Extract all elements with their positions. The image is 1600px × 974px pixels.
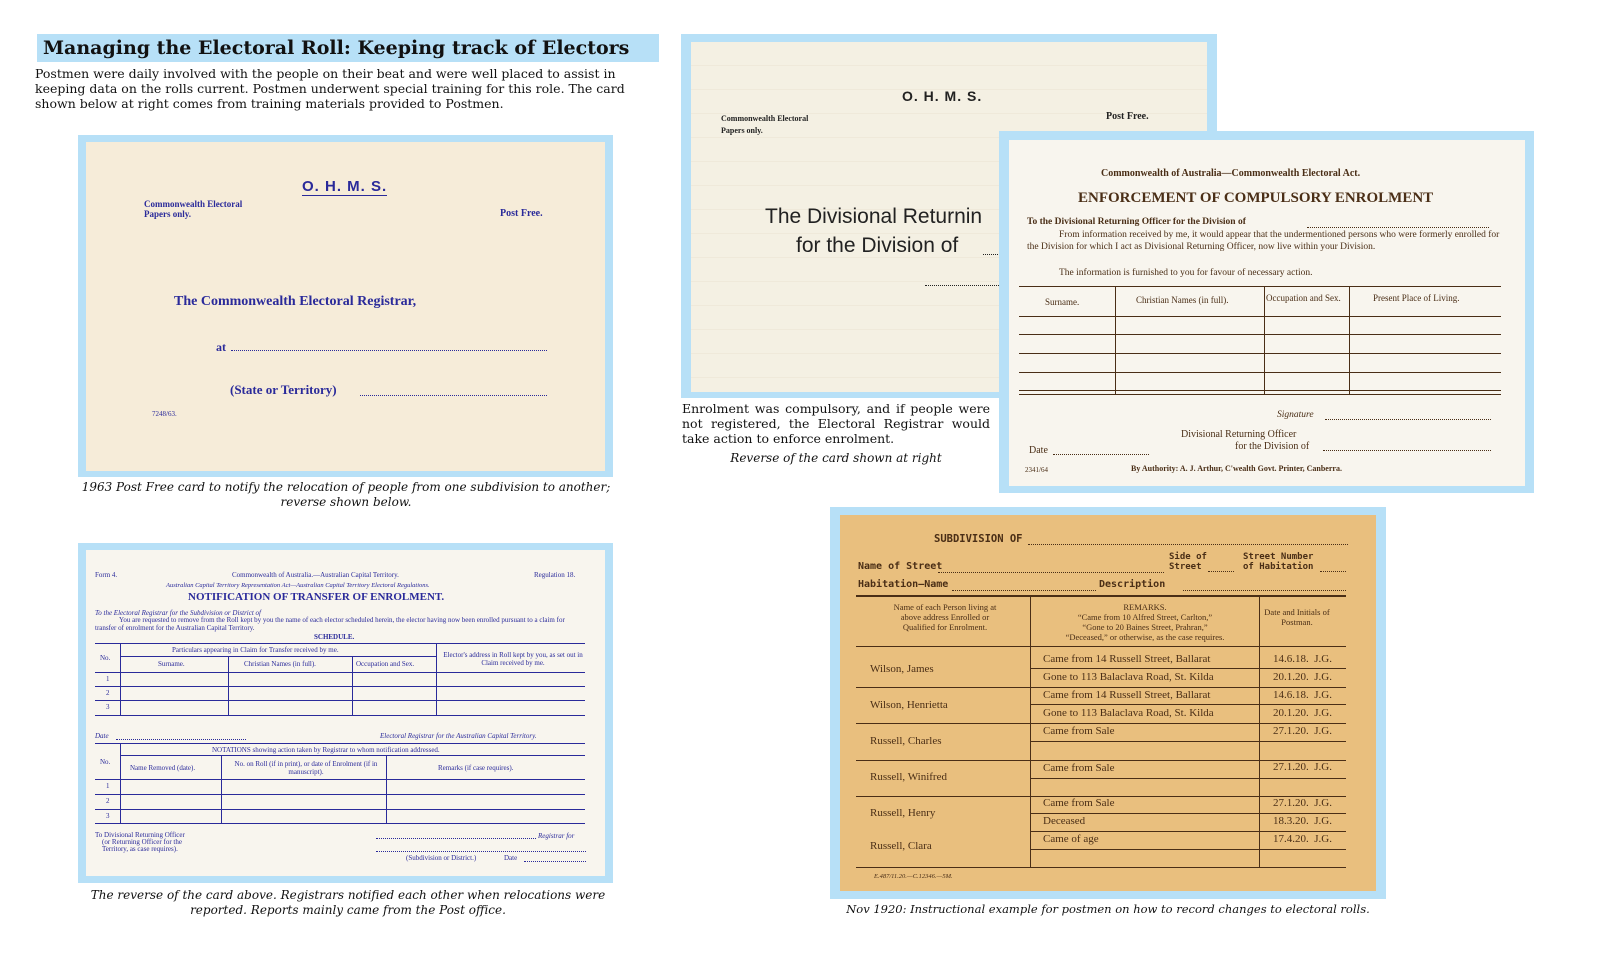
date-label: Date — [95, 732, 109, 740]
enforcement-header: Commonwealth of Australia—Commonwealth Electoral Act. — [1101, 168, 1361, 179]
row-number: 3 — [106, 703, 110, 711]
table-rule — [120, 755, 585, 756]
enforcement-card — [1009, 140, 1525, 486]
date-label-2: Date — [504, 854, 518, 862]
papers-label-2: Papers only. — [721, 126, 763, 135]
subdivision-label: (Subdivision or District.) — [406, 854, 477, 862]
table-rule — [120, 656, 436, 657]
table-rule — [1019, 353, 1501, 354]
col-surname: Surname. — [158, 660, 185, 668]
signature-label: Signature — [1277, 410, 1314, 420]
street-label: Name of Street — [858, 561, 943, 572]
authority-label: By Authority: A. J. Arthur, C'wealth Govt. Printer, Canberra. — [1131, 464, 1342, 473]
transfer-subheader: Australian Capital Territory Representation Act—Australian Capital Territory Electoral Regulations. — [166, 582, 430, 589]
division-label: for the Division of — [1235, 441, 1310, 452]
col-remarks-title: REMARKS. — [1123, 602, 1167, 612]
col-remarks-example-2: “Gone to 20 Baines Street, Prahran,” — [1082, 622, 1208, 632]
schedule-label: SCHEDULE. — [314, 633, 355, 641]
table-rule — [95, 672, 585, 673]
registrar-line: The Commonwealth Electoral Registrar, — [174, 294, 417, 309]
subdivision-title: SUBDIVISION OF — [934, 533, 1023, 545]
card-code: 7248/63. — [152, 410, 177, 418]
transfer-caption: The reverse of the card above. Registrars notified each other when relocations were reported. Reports mainly came from the Post office. — [90, 888, 606, 917]
transfer-card — [86, 550, 605, 876]
state-dotted-line — [360, 395, 547, 396]
col-surname: Surname. — [1045, 297, 1080, 307]
registrar-dotted-line-2 — [376, 851, 586, 852]
subdivision-code: E.487/11.20.—C.12346.—5M. — [874, 873, 953, 880]
date-dotted-line-2 — [524, 861, 586, 862]
table-rule — [1019, 316, 1501, 317]
subdivision-dotted-line — [1028, 544, 1348, 545]
division-dotted-line-2 — [925, 285, 1005, 286]
col-no: No. — [100, 654, 111, 662]
form-number: Form 4. — [95, 571, 118, 579]
table-rule — [95, 794, 585, 795]
table-rule — [856, 687, 1346, 688]
table-rule — [856, 646, 1346, 647]
table-rule — [1019, 390, 1501, 391]
col-date-initials: Date and Initials of Postman. — [1264, 607, 1330, 627]
enforcement-furnished: The information is furnished to you for favour of necessary action. — [1059, 268, 1313, 278]
table-rule — [856, 595, 1346, 597]
date-entry: 27.1.20. J.G. — [1273, 761, 1332, 773]
date-dotted-line — [116, 739, 246, 740]
col-remarks-example-1: “Came from 10 Alfred Street, Carlton,” — [1077, 612, 1213, 622]
date-entry: 20.1.20. J.G. — [1273, 671, 1332, 683]
description-label: Description — [1099, 579, 1166, 590]
date-label: Date — [1029, 445, 1048, 456]
street-dotted-line — [938, 572, 1164, 573]
dro-label: Divisional Returning Officer — [1181, 429, 1297, 440]
col-christian: Christian Names (in full). — [244, 660, 316, 668]
table-rule — [1030, 668, 1346, 669]
row-number: 1 — [106, 675, 110, 683]
table-rule — [1349, 286, 1350, 394]
enforcement-code: 2341/64 — [1025, 466, 1048, 474]
col-remarks-example-3: “Deceased,” or otherwise, as the case requires. — [1065, 632, 1225, 642]
notations-label: NOTATIONS showing action taken by Registrar to whom notification addressed. — [212, 746, 440, 754]
col-place: Present Place of Living. — [1373, 293, 1460, 303]
side-label: Side of — [1169, 552, 1207, 562]
returning-officer-line: The Divisional Returnin — [765, 205, 983, 228]
table-rule — [95, 823, 585, 824]
subdivision-caption: Nov 1920: Instructional example for postmen on how to record changes to electoral rolls. — [846, 902, 1370, 916]
side-dotted-line — [1208, 571, 1234, 572]
remark-entry: Gone to 113 Balaclava Road, St. Kilda — [1043, 671, 1214, 683]
col-occupation: Occupation and Sex. — [1266, 293, 1341, 303]
col-removed: Name Removed (date). — [130, 764, 196, 772]
at-dotted-line — [231, 350, 547, 351]
street-number-label: Street Number — [1243, 552, 1314, 562]
table-rule — [120, 643, 121, 715]
divisional-caption: Enrolment was compulsory, and if people were not registered, the Electoral Registrar would take action to enforce enrolment. — [682, 401, 990, 446]
table-rule — [95, 686, 585, 687]
table-rule — [221, 755, 222, 823]
col-address: Elector's address in Roll kept by you, as set out in Claim received by me. — [443, 651, 583, 667]
table-rule — [1030, 849, 1346, 850]
page-title: Managing the Electoral Roll: Keeping track of Electors — [37, 34, 659, 62]
table-rule — [1264, 286, 1265, 394]
table-rule — [1019, 394, 1501, 395]
card-1963 — [86, 142, 605, 471]
divisional-subcaption: Reverse of the card shown at right — [730, 451, 942, 465]
post-free-label: Post Free. — [500, 208, 543, 219]
row-number: 1 — [106, 782, 110, 790]
habitation-dotted-line — [952, 590, 1096, 591]
remark-entry: Came from Sale — [1043, 725, 1115, 737]
table-rule — [95, 809, 585, 810]
col-roll-no: No. on Roll (if in print), or date of Enrolment (if in manuscript). — [234, 760, 378, 776]
card-1963-caption: 1963 Post Free card to notify the relocation of people from one subdivision to another; reverse shown below. — [81, 480, 611, 509]
transfer-to-line: To the Electoral Registrar for the Subdivision or District of — [95, 609, 261, 617]
table-rule — [1030, 704, 1346, 705]
division-dotted-line — [1323, 450, 1491, 451]
registrar-for-label: Registrar for — [538, 832, 575, 840]
ohms-heading: O. H. M. S. — [902, 88, 983, 104]
enforcement-body: From information received by me, it would appear that the undermentioned persons who were formerly enrolled for the Division for which I act as Divisional Returning Officer, now live within your Division. — [1027, 230, 1500, 252]
person-name: Russell, Winifred — [870, 771, 947, 783]
table-rule — [1019, 372, 1501, 373]
street-number-label-2: of Habitation — [1243, 562, 1314, 572]
subdivision-card — [840, 515, 1376, 891]
date-entry: 14.6.18. J.G. — [1273, 689, 1332, 701]
table-rule — [95, 700, 585, 701]
table-rule — [1030, 597, 1031, 867]
remark-entry: Came from 14 Russell Street, Ballarat — [1043, 653, 1211, 665]
to-dro-label: To Divisional Returning Officer — [95, 831, 185, 839]
table-rule — [1030, 778, 1346, 779]
description-dotted-line — [1183, 590, 1346, 591]
papers-label-2: Papers only. — [144, 209, 192, 219]
registrar-act-label: Electoral Registrar for the Australian Capital Territory. — [380, 732, 537, 740]
state-label: (State or Territory) — [230, 382, 337, 397]
table-rule — [856, 723, 1346, 724]
to-dro-label-3: Territory, as case requires). — [102, 845, 178, 853]
date-entry: 27.1.20. J.G. — [1273, 797, 1332, 809]
table-rule — [1030, 741, 1346, 742]
at-label: at — [216, 340, 226, 354]
transfer-header: Commonwealth of Australia.—Australian Capital Territory. — [232, 571, 399, 579]
col-christian: Christian Names (in full). — [1136, 295, 1229, 305]
col-remarks: Remarks (if case requires). — [438, 764, 514, 772]
transfer-request: You are requested to remove from the Roll kept by you the name of each elector scheduled herein, the elector having now been enrolled pursuant to a claim for transfer of enrolment for the Australian Capital Territory. — [95, 616, 565, 632]
col-no-2: No. — [100, 758, 111, 766]
remark-entry: Deceased — [1043, 815, 1086, 827]
table-rule — [1030, 813, 1346, 814]
habitation-label: Habitation—Name — [858, 579, 949, 590]
col-persons: Name of each Person living at above address Enrolled or Qualified for Enrolment. — [893, 602, 997, 632]
table-rule — [1115, 286, 1116, 394]
papers-label: Commonwealth Electoral — [144, 199, 243, 209]
post-free-label: Post Free. — [1106, 111, 1149, 122]
signature-dotted-line — [1325, 419, 1491, 420]
date-entry: 27.1.20. J.G. — [1273, 725, 1332, 737]
side-label-2: Street — [1169, 562, 1202, 572]
date-entry: 18.3.20. J.G. — [1273, 815, 1332, 827]
table-rule — [1259, 597, 1260, 867]
enforcement-title: ENFORCEMENT OF COMPULSORY ENROLMENT — [1078, 190, 1434, 206]
col-occupation: Occupation and Sex. — [356, 660, 415, 668]
person-name: Russell, Henry — [870, 807, 936, 819]
table-rule — [95, 779, 585, 780]
table-rule — [95, 743, 585, 744]
remark-entry: Came from Sale — [1043, 797, 1115, 809]
date-dotted-line — [1053, 454, 1149, 455]
date-entry: 17.4.20. J.G. — [1273, 833, 1332, 845]
person-name: Wilson, James — [870, 663, 934, 675]
papers-label: Commonwealth Electoral — [721, 114, 809, 123]
remark-entry: Came from 14 Russell Street, Ballarat — [1043, 689, 1211, 701]
ohms-heading: O. H. M. S. — [302, 178, 388, 195]
to-dotted-line — [1307, 227, 1489, 228]
enforcement-to: To the Divisional Returning Officer for the Division of — [1027, 217, 1246, 227]
table-rule — [1030, 831, 1346, 832]
remark-entry: Came from Sale — [1043, 762, 1115, 774]
person-name: Russell, Clara — [870, 840, 932, 852]
division-line: for the Division of — [796, 234, 959, 257]
table-rule — [1019, 286, 1501, 287]
table-rule — [95, 715, 585, 716]
person-name: Russell, Charles — [870, 735, 942, 747]
row-number: 2 — [106, 689, 110, 697]
person-name: Wilson, Henrietta — [870, 699, 948, 711]
table-rule — [436, 643, 437, 715]
date-entry: 20.1.20. J.G. — [1273, 707, 1332, 719]
col-particulars: Particulars appearing in Claim for Transfer received by me. — [172, 646, 339, 654]
table-rule — [95, 643, 585, 644]
row-number: 2 — [106, 797, 110, 805]
regulation-label: Regulation 18. — [534, 571, 576, 579]
table-rule — [856, 867, 1346, 868]
intro-text: Postmen were daily involved with the people on their beat and were well placed to assist in keeping data on the rolls current. Postmen underwent special training for this role. The card shown below at right comes from training materials provided to Postmen. — [35, 66, 625, 111]
table-rule — [1019, 334, 1501, 335]
street-number-dotted-line — [1320, 571, 1346, 572]
to-dro-label-2: (or Returning Officer for the — [102, 838, 182, 846]
row-number: 3 — [106, 812, 110, 820]
transfer-title: NOTIFICATION OF TRANSFER OF ENROLMENT. — [188, 591, 445, 603]
table-rule — [386, 755, 387, 823]
remark-entry: Came of age — [1043, 833, 1099, 845]
date-entry: 14.6.18. J.G. — [1273, 653, 1332, 665]
remark-entry: Gone to 113 Balaclava Road, St. Kilda — [1043, 707, 1214, 719]
registrar-dotted-line — [376, 838, 536, 839]
